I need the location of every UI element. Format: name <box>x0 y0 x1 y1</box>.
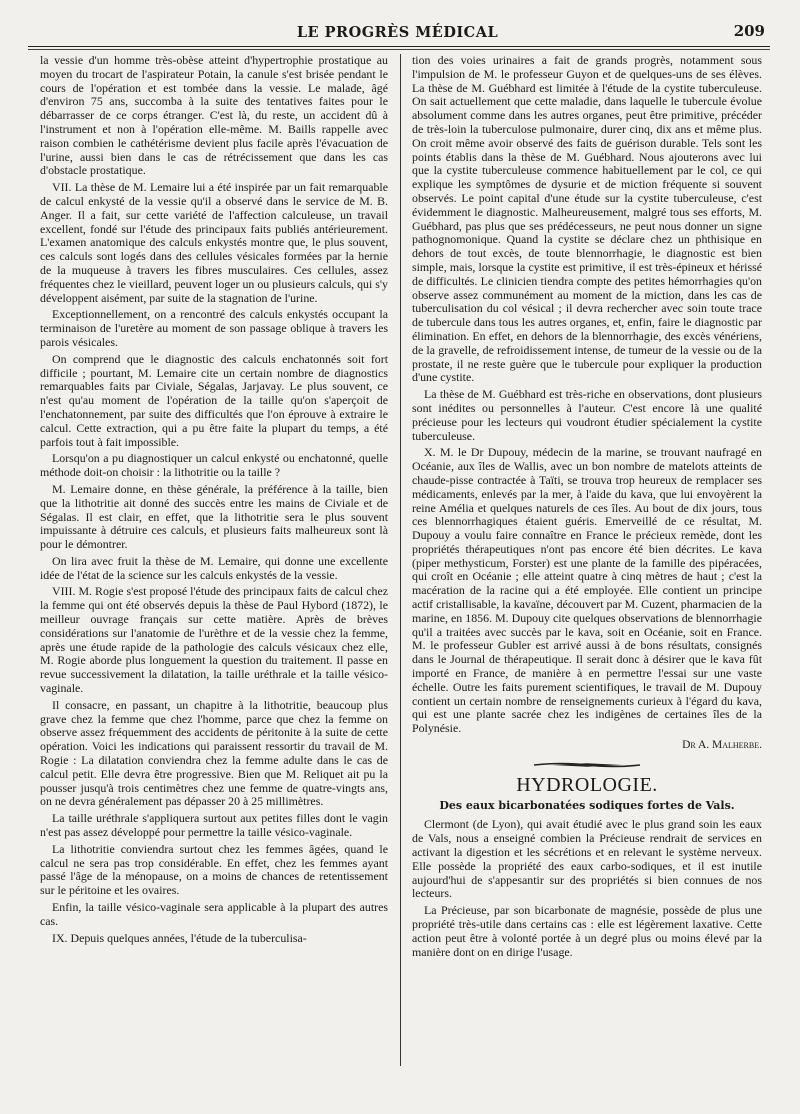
paragraph: IX. Depuis quelques années, l'étude de la tuberculisa- <box>52 930 307 945</box>
right-column <box>412 54 762 962</box>
paragraph: On comprend que le diagnostic des calculs enchatonnés soit fort difficile ; pourtant, M. Lemaire cite un certain nombre de diagnostics remarquables faits par Civiale, Ségalas, Jarjavay. Le plus souvent, ce n'est qu'au moment de l'opération de la taille qu'on s'aperçoit de l'enchatonnement, par suite des difficultés que l'on éprouve à extraire le calcul. Cette extraction, qui a pu être faite la plupart du temps, a été parfois tout à fait impossible. <box>40 351 388 449</box>
section-subtitle: Des eaux bicarbonatées sodiques fortes de Vals. <box>439 798 735 812</box>
section-title: HYDROLOGIE. <box>516 773 658 796</box>
ornament-icon <box>532 761 642 769</box>
journal-title: LE PROGRÈS MÉDICAL <box>296 24 499 41</box>
paragraph: La lithotritie conviendra surtout chez les femmes âgées, quand le calcul ne sera pas trop considérable. En effet, chez les femmes ayant passé l'âge de la ménopause, on a moins de chances de retentissement sur le péritoine et les ovaires. <box>40 841 388 898</box>
page-header <box>30 24 765 46</box>
paragraph: tion des voies urinaires a fait de grands progrès, notamment sous l'impulsion de M. le professeur Guyon et de quelques-uns de ses élèves. La thèse de M. Guébhard est limitée à l'étude de la cystite tuberculeuse. On sait actuellement que cette maladie, dans laquelle le tubercule évolue absolument comme dans les autres organes, peut être primitive, précéder de très-loin la tuberculose pulmonaire, durer cinq, dix ans et même plus. On croit même avoir observé des faits de guérison durable. Tels sont les points établis dans la thèse de M. Guébhard. Nous ajouterons avec lui que la cystite tuberculeuse commence habituellement par le col, ce qui explique les symptômes de dysurie et de miction fréquente si souvent observés. Le point capital d'une étude sur la cystite tuberculeuse, c'est évidemment le diagnostic. Malheureusement, malgré tous ses efforts, M. Guébhard, pas plus que ses prédécesseurs, ne peut nous donner un signe pathognomonique. Quand la cystite se déclare chez un phthisique en dehors de tout excès, de toute blennorrhagie, le diagnostic est bien simple, mais, lorsque la cystite est primitive, il est très-épineux et hérissé de difficultés. Le clinicien tiendra compte des petites hémorrhagies qu'on observe assez communément au moment de la miction, dans les cas de tuberculisation du col vésical ; il devra rechercher avec soin toute trace de tubercule dans tous les autres organes, et, enfin, faire le diagnostic par élimination. En effet, en dehors de la blennorrhagie, des excès vénériens, de la gravelle, de refroidissement intense, de tumeur de la vessie ou de la prostate, il ne reste guère que le tubercule pour expliquer la production d'une cystite. <box>412 53 762 385</box>
paragraph: Lorsqu'on a pu diagnostiquer un calcul enkysté ou enchatonné, quelle méthode doit-on choisir : la lithotritie ou la taille ? <box>40 451 388 480</box>
paragraph: la vessie d'un homme très-obèse atteint d'hypertrophie prostatique au moyen du trocart de l'aspirateur Potain, la canule s'est brisée pendant le cours de l'opération et est tombée dans la vessie. Le malade, âgé d'environ 75 ans, succomba à la suite des tentatives faites pour le débarrasser de ce corps étranger. C'est là, du reste, un accident dû à l'instrument et non à l'opération elle-même. M. Baills rappelle avec raison combien le cathétérisme devient plus facile après l'évacuation de l'urine, aussi bien dans le cas de rétrécissement que dans les cas d'obstacle prostatique. <box>40 53 388 178</box>
paragraph: La thèse de M. Guébhard est très-riche en observations, dont plusieurs sont inédites ou personnelles à l'auteur. C'est encore là une qualité précieuse pour les lecteurs qui voudront étudier spécialement la cystite tuberculeuse. <box>412 387 762 443</box>
page-number: 209 <box>733 22 765 40</box>
paragraph: VII. La thèse de M. Lemaire lui a été inspirée par un fait remarquable de calcul enkysté de la vessie qu'il a observé dans le service de M. B. Anger. Il a fait, sur cette variété de l'affection calculeuse, un travail excellent, fondé sur l'étude des principaux faits publiés antérieurement. L'examen anatomique des calculs enkystés montre que, le plus souvent, ces calculs sont logés dans des cellules vésicales formées par la hernie de la muqueuse à travers les fibres musculaires. Ces cellules, assez fréquentes chez le vieillard, peuvent loger un ou plusieurs calculs, qui s'y développent aisément, par suite de la stagnation de l'urine. <box>40 180 388 305</box>
left-column <box>40 54 388 948</box>
paragraph: Il consacre, en passant, un chapitre à la lithotritie, beaucoup plus grave chez la femme que chez l'homme, parce que chez la femme on observe assez fréquemment des accidents de péritonite à la suite de cette opération. Voici les indications qui paraissent ressortir du travail de M. Rogie : La dilatation conviendra chez la femme adulte dans le cas de calcul petit. Elle devra être progressive. Bien que M. Reliquet ait pu la pousser jusqu'à trois centimètres chez une femme de quatre-vingts ans, on ne devra généralement pas dépasser 20 à 25 millimètres. <box>40 697 388 809</box>
header-rule-secondary <box>28 49 770 50</box>
paragraph: Exceptionnellement, on a rencontré des calculs enkystés occupant la terminaison de l'uretère au moment de son passage oblique à travers les parois vésicales. <box>40 307 388 349</box>
paragraph: VIII. M. Rogie s'est proposé l'étude des principaux faits de calcul chez la femme qui ont été observés depuis la thèse de Paul Hybord (1872), le meilleur ouvrage français sur cette matière. Après de brèves considérations sur l'anatomie de l'urèthre et de la vessie chez la femme, après une étude rapide de la pathologie des calculs vésicaux chez elle, M. Rogie aborde plus longuement la question du traitement. Il passe en revue successivement la dilatation, la taille uréthrale et la taille vésico-vaginale. <box>40 584 388 696</box>
header-rule <box>28 46 770 47</box>
ornamental-rule <box>412 761 762 769</box>
paragraph: X. M. le Dr Dupouy, médecin de la marine, se trouvant naufragé en Océanie, aux îles de Wallis, avec un bon nombre de matelots atteints de chaude-pisse contractée à Taïti, se trouva trop heureux de remplacer ses médicaments, enlevés par la mer, à l'aide du kava, que lui envoyèrent la reine Amélia et quelques naturels de ces îles. Au bout de dix jours, tous ces blennorrhagiques étaient guéris. Emerveillé de ce résultat, M. Dupouy a voulu faire connaître en France le précieux remède, dont les propriétés thérapeutiques n'ont pas encore été bien décrites. Le kava (piper methysticum, Forster) est une plante de la famille des pipéracées, qui croît en Océanie ; elle atteint quatre à cinq mètres de haut ; c'est la macération de la racine qui a été employée. Elle contient un principe actif cristallisable, la kavaïne, découvert par M. Cuzent, pharmacien de la marine, en 1856. M. Dupouy cite quelques observations de blennorrhagie qu'il a traitées avec succès par le kava, soit en Océanie, soit en France. M. le professeur Gubler est arrivé aussi à de bons résultats, consignés dans le Journal de thérapeutique. Il serait donc à désirer que le kava fût importé en France, de manière à en permettre l'essai sur une vaste échelle. Outre les faits purement scientifiques, le travail de M. Dupouy contient un certain nombre de renseignements curieux à l'égard du kava, qui est une plante sacrée chez les indigènes de certaines îles de la Polynésie. <box>412 445 762 736</box>
paragraph: Clermont (de Lyon), qui avait étudié avec le plus grand soin les eaux de Vals, nous a enseigné combien la Précieuse rendrait de services en activant la digestion et les sécrétions et en relevant le système nerveux. Elle possède la propriété des eaux carbo-sodiques, et il est inutile aujourd'hui de s'appesantir sur des propriétés si bien connues de nos lecteurs. <box>412 817 762 901</box>
paragraph: M. Lemaire donne, en thèse générale, la préférence à la taille, bien que la lithotritie ait donné des succès entre les mains de Civiale et de Ségalas. Il est clair, en effet, que la lithotritie sera le plus souvent impuissante à détruire ces calculs, et plusieurs faits malheureux sont là pour le démontrer. <box>40 481 388 552</box>
column-divider <box>400 54 401 1066</box>
paragraph: On lira avec fruit la thèse de M. Lemaire, qui donne une excellente idée de l'état de la science sur les calculs enkystés de la vessie. <box>40 553 388 582</box>
paragraph: La Précieuse, par son bicarbonate de magnésie, possède de plus une propriété très-utile dans certains cas : elle est légèrement laxative. Cette action peut être à volonté portée à un degré plus ou moins élevé par la manière dont on en dirige l'usage. <box>412 903 762 959</box>
paragraph: Enfin, la taille vésico-vaginale sera applicable à la plupart des autres cas. <box>40 900 388 928</box>
author-signature: Dr A. Malherbe. <box>682 739 762 752</box>
paragraph: La taille uréthrale s'appliquera surtout aux petites filles dont le vagin n'est pas assez développé pour permettre la taille vésico-vaginale. <box>40 811 388 840</box>
